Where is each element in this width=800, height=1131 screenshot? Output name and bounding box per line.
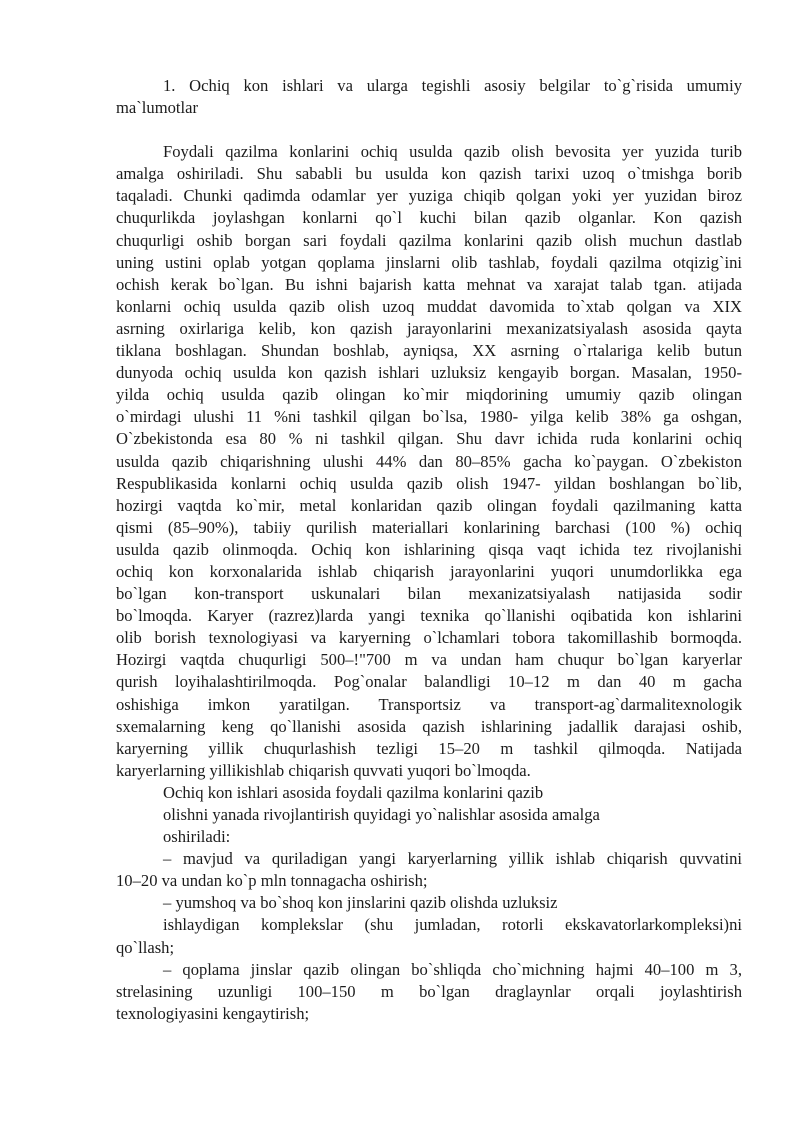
paragraph-line: bo`lmoqda. Karyer (razrez)larda yangi texnika qo`llanishi oqibatida kon ishlarini	[116, 606, 742, 626]
list-item-line: – mavjud va quriladigan yangi karyerlarning yillik ishlab chiqarish quvvatini	[163, 849, 742, 869]
paragraph-line: hozirgi vaqtda ko`mir, metal konlaridan qazib olingan foydali qazilmaning katta	[116, 495, 742, 515]
list-item	[116, 892, 742, 958]
list-item	[116, 959, 742, 1025]
paragraph-line: taqaladi. Chunki qadimda odamlar yer yuziga chiqib qolgan yoki yer yuzidan biroz	[116, 186, 742, 206]
paragraph-line: olishni yanada rivojlantirish quyidagi yo`nalishlar asosida amalga	[163, 805, 600, 824]
paragraph-line: ochiq kon korxonalarida ishlab chiqarish jarayonlarini yuqori unumdorlikka ega	[116, 561, 742, 581]
list-item-line: texnologiyasini kengaytirish;	[116, 1003, 310, 1023]
paragraph-line: uning ustini oplab yotgan qoplama jinslarni olib tashlab, foydali qazilma otqizig`ini	[116, 252, 742, 272]
list-item-line: 10–20 va undan ko`p mln tonnagacha oshirish;	[116, 871, 428, 891]
list-item	[116, 848, 742, 892]
paragraph-line: dunyoda ochiq usulda kon qazish ishlari uzluksiz kengayib borgan. Masalan, 1950-	[116, 363, 742, 383]
paragraph-line: karyerlarning yillikishlab chiqarish quvvati yuqori bo`lmoqda.	[116, 760, 531, 780]
paragraph-line: sxemalarning keng qo`llanishi asosida qazish ishlarining jadallik darajasi oshib,	[116, 716, 742, 736]
paragraph-history	[116, 141, 742, 782]
section-heading	[116, 75, 742, 119]
paragraph-line: usulda qazib chiqarishning ulushi 44% dan 80–85% gacha ko`paygan. O`zbekiston	[116, 451, 742, 471]
paragraph-line: oshishiga imkon yaratilgan. Transportsiz va transport-ag`darmalitexnologik	[116, 694, 742, 714]
heading-line: ma`lumotlar	[116, 98, 199, 118]
paragraph-line: amalga oshiriladi. Shu sababli bu usulda kon qazish tarixi uzoq o`tmishga borib	[116, 164, 742, 184]
list-item-line: – yumshoq va bo`shoq kon jinslarini qazib olishda uzluksiz	[163, 893, 558, 913]
paragraph-line: tiklana boshlagan. Shundan boshlab, ayniqsa, XX asrning o`rtalariga kelib butun	[116, 341, 742, 361]
paragraph-line: usulda qazib olinmoqda. Ochiq kon ishlarining qisqa vaqt ichida tez rivojlanishi	[116, 539, 742, 559]
paragraph-directions	[116, 782, 742, 848]
paragraph-line: asrning oxirlariga kelib, kon qazish jarayonlarini mexanizatsiyalash asosida qayta	[116, 318, 742, 338]
paragraph-line: karyerning yillik chuqurlashish tezligi 15–20 m tashkil qilmoqda. Natijada	[116, 738, 742, 758]
list-item-line: strelasining uzunligi 100–150 m bo`lgan draglaynlar orqali joylashtirish	[116, 981, 742, 1001]
paragraph-line: qurish loyihalashtirilmoqda. Pog`onalar balandligi 10–12 m dan 40 m gacha	[116, 672, 742, 692]
spacer	[116, 119, 742, 141]
paragraph-line: chuqurlikda joylashgan konlarni qo`l kuchi bilan qazib olganlar. Kon qazish	[116, 208, 742, 228]
paragraph-line: Hozirgi vaqtda chuqurligi 500–!"700 m va undan ham chuqur bo`lgan karyerlar	[116, 650, 742, 670]
paragraph-line: o`mirdagi ulushi 11 %ni tashkil qilgan bo`lsa, 1980- yilga kelib 38% ga oshgan,	[116, 407, 742, 427]
list-item-line: – qoplama jinslar qazib olingan bo`shliqda cho`michning hajmi 40–100 m 3,	[163, 959, 742, 979]
paragraph-line: yilda ochiq usulda qazib olingan ko`mir miqdorining umumiy qazib olingan	[116, 385, 742, 405]
paragraph-line: Respublikasida konlarni ochiq usulda qazib olish 1947- yildan boshlangan bo`lib,	[116, 473, 742, 493]
paragraph-line: O`zbekistonda esa 80 % ni tashkil qilgan. Shu davr ichida ruda konlarini ochiq	[116, 429, 742, 449]
list-item-line: ishlaydigan komplekslar (shu jumladan, rotorli ekskavatorlarkompleksi)ni	[163, 915, 742, 935]
paragraph-line: bo`lgan kon-transport uskunalari bilan mexanizatsiyalash natijasida sodir	[116, 584, 742, 604]
paragraph-line: Foydali qazilma konlarini ochiq usulda qazib olish bevosita yer yuzida turib	[163, 142, 742, 162]
paragraph-line: oshiriladi:	[163, 827, 231, 847]
paragraph-line: ochish kerak bo`lgan. Bu ishni bajarish katta mehnat va xarajat talab tgan. atijada	[116, 274, 742, 294]
paragraph-line: qismi (85–90%), tabiiy qurilish materiallari konlarining barchasi (100 %) ochiq	[116, 517, 742, 537]
document-page	[116, 75, 742, 1025]
heading-line: 1. Ochiq kon ishlari va ularga tegishli asosiy belgilar to`g`risida umumiy	[163, 76, 742, 95]
list-item-line: qo`llash;	[116, 937, 175, 957]
paragraph-line: olib borish texnologiyasi va karyerning o`lchamlari tobora takomillashib bormoqda.	[116, 628, 742, 648]
paragraph-line: konlarni ochiq usulda qazib olish uzoq muddat davomida to`xtab qolgan va XIX	[116, 296, 742, 316]
paragraph-line: Ochiq kon ishlari asosida foydali qazilma konlarini qazib	[163, 782, 544, 802]
paragraph-line: chuqurligi oshib borgan sari foydali qazilma konlarini qazib olish muchun dastlab	[116, 230, 742, 250]
